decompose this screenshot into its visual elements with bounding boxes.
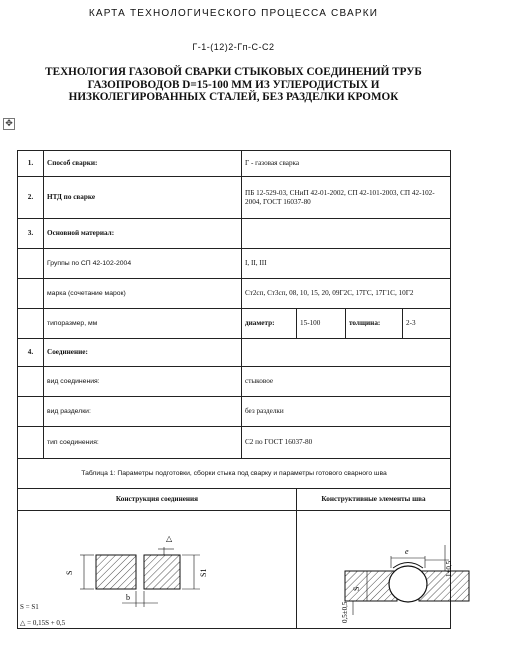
thickness-label: толщина: [346,309,403,339]
row-number: 1. [18,151,44,177]
groups-label: Группы по СП 42-102-2004 [44,249,242,279]
document-title: КАРТА ТЕХНОЛОГИЧЕСКОГО ПРОЦЕССА СВАРКИ [88,8,379,19]
dim-h2-label: 0,5±0,5 [341,601,349,623]
dim-b-label: b [126,593,130,602]
joint-kind-value: стыковое [242,367,451,397]
row-drawings [18,511,451,629]
diameter-value: 15-100 [297,309,346,339]
edge-prep-value: без разделки [242,397,451,427]
table-move-handle-icon[interactable]: ✥ [3,118,15,130]
row-caption [18,459,451,489]
thickness-value: 2-3 [403,309,451,339]
joint-design-drawing [18,511,240,611]
edge-prep-label: вид разделки: [44,397,242,427]
document-code: Г-1-(12)2-Гп-С-С2 [192,42,275,52]
joint-kind-label: вид соединения: [44,367,242,397]
row-number: 4. [18,339,44,367]
joint-design-drawing-cell [18,511,297,629]
ntd-value: ПБ 12-529-03, СНиП 42-01-2002, СП 42-101-2003, СП 42-102-2004, ГОСТ 16037-80 [242,177,451,219]
row-number: 2. [18,177,44,219]
dim-delta-label: △ [166,534,173,543]
base-material-label: Основной материал: [44,219,242,249]
row-groups [18,249,451,279]
row-size [18,309,451,339]
ntd-label: НТД по сварке [44,177,242,219]
welding-method-label: Способ сварки: [44,151,242,177]
welding-method-value: Г - газовая сварка [242,151,451,177]
grade-label: марка (сочетание марок) [44,279,242,309]
grade-value: Ст2сп, Ст3сп, 08, 10, 15, 20, 09Г2С, 17ГС, 17Г1С, 10Г2 [242,279,451,309]
weld-elements-drawing-cell [297,511,451,629]
row-joint [18,339,451,367]
table-caption: Таблица 1: Параметры подготовки, сборки стыка под сварку и параметры готового сварного шва [18,459,451,489]
row-welding-method [18,151,451,177]
size-label: типоразмер, мм [44,309,242,339]
row-edge-prep [18,397,451,427]
joint-type-value: С2 по ГОСТ 16037-80 [242,427,451,459]
row-grade [18,279,451,309]
joint-value [242,339,451,367]
dim-s-label: S [65,570,74,575]
joint-label: Соединение: [44,339,242,367]
row-joint-kind [18,367,451,397]
weld-elements-header: Конструктивные элементы шва [297,489,451,511]
row-ntd [18,177,451,219]
base-material-value [242,219,451,249]
dim-h-label: 1±0,5 [445,560,453,577]
joint-type-label: тип соединения: [44,427,242,459]
dim-s-label: S [352,586,361,591]
row-drawing-headers [18,489,451,511]
dim-s1-label: S1 [199,568,208,577]
formula-s-equals-s1: S = S1 [20,603,39,611]
dim-e-label: e [405,547,409,556]
process-table [17,150,451,629]
diameter-label: диаметр: [242,309,297,339]
row-base-material [18,219,451,249]
groups-value: I, II, III [242,249,451,279]
weld-elements-drawing [297,511,507,625]
row-joint-type [18,427,451,459]
main-heading: ТЕХНОЛОГИЯ ГАЗОВОЙ СВАРКИ СТЫКОВЫХ СОЕДИНЕНИЙ ТРУБ ГАЗОПРОВОДОВ D=15-100 ММ ИЗ УГЛЕРОДИСТЫХ И НИЗКОЛЕГИРОВАННЫХ СТАЛЕЙ, БЕЗ РАЗДЕЛКИ КРОМОК [45,66,422,103]
row-number: 3. [18,219,44,249]
formula-delta: △ = 0,15S + 0,5 [20,619,66,627]
joint-design-header: Конструкция соединения [18,489,297,511]
